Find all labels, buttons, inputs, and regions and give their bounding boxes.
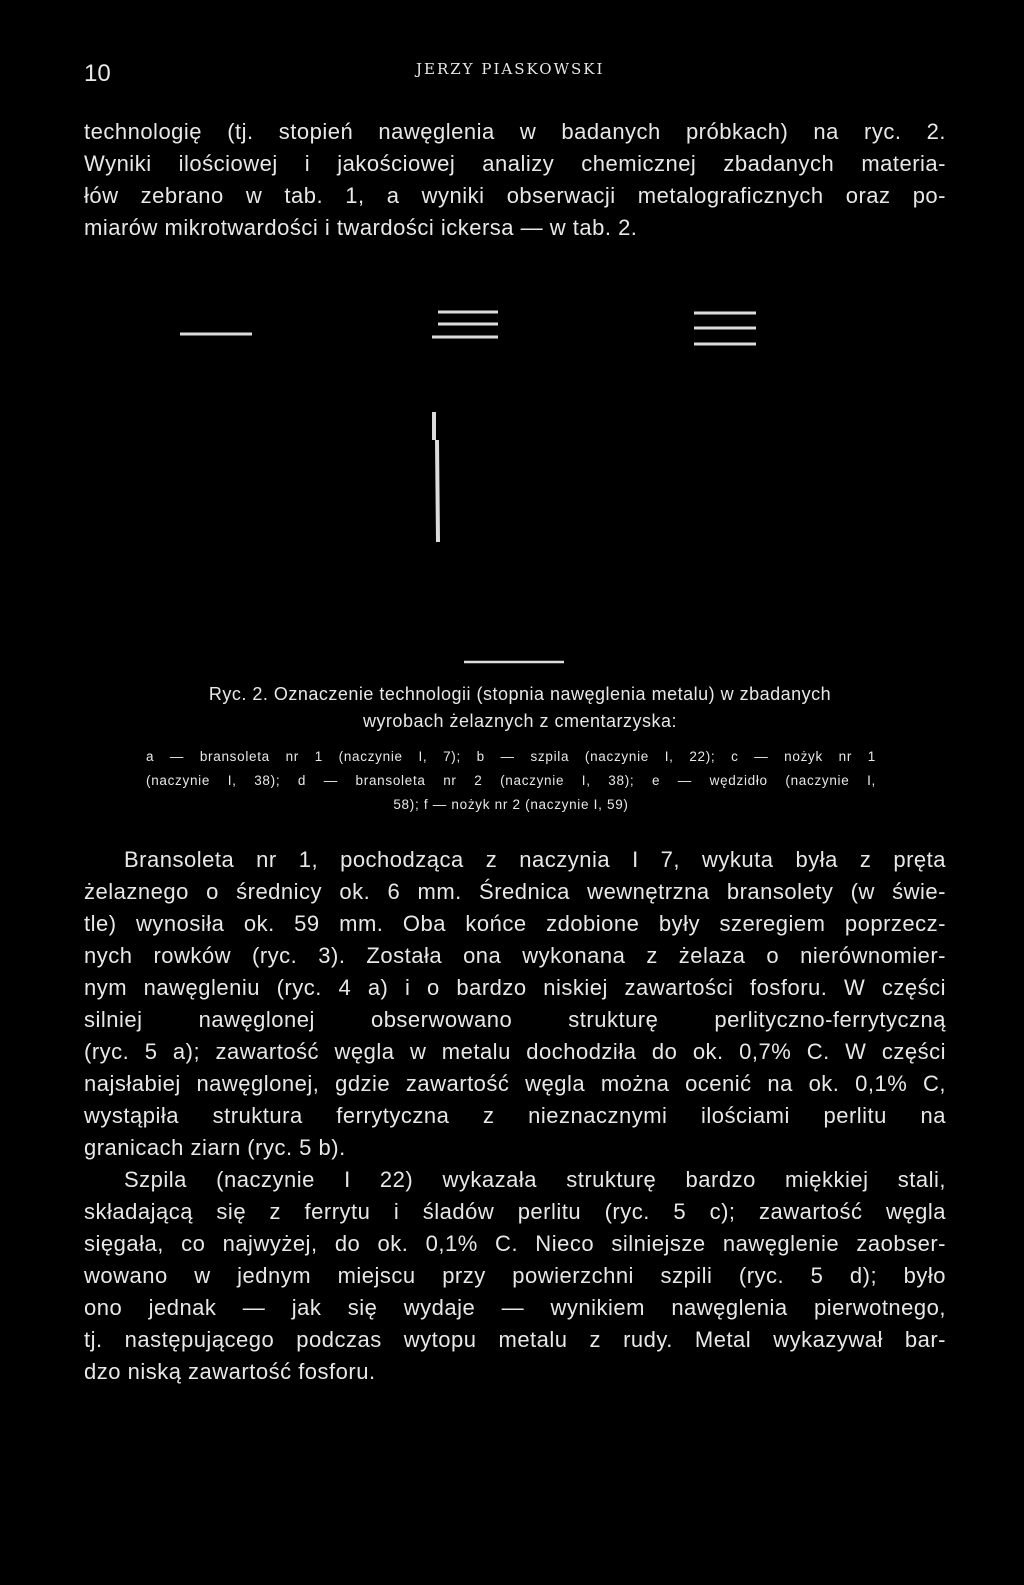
caption-line: wyrobach żelaznych z cmentarzyska: <box>362 711 678 731</box>
body-line: wystąpiła struktura ferrytyczna z nieznacznymi ilościami perlitu na <box>84 1103 946 1128</box>
body-line: Bransoleta nr 1, pochodząca z naczynia I 7, wykuta była z pręta <box>124 847 946 872</box>
legend-line: (naczynie I, 38); d — bransoleta nr 2 (naczynie I, 38); e — wędzidło (naczynie I, <box>146 773 876 788</box>
body-line: granicach ziarn (ryc. 5 b). <box>84 1135 346 1160</box>
intro-line: miarów mikrotwardości i twardości ickersa — w tab. 2. <box>84 215 638 240</box>
body-line: (ryc. 5 a); zawartość węgla w metalu dochodziła do ok. 0,7% C. W części <box>84 1039 946 1064</box>
running-head: JERZY PIASKOWSKI <box>416 60 605 78</box>
body-line: Szpila (naczynie I 22) wykazała strukturę bardzo miękkiej stali, <box>124 1167 946 1192</box>
body-line: dzo niską zawartość fosforu. <box>84 1359 376 1384</box>
intro-line: technologię (tj. stopień nawęglenia w badanych próbkach) na ryc. 2. <box>84 119 946 144</box>
page-number: 10 <box>84 60 111 87</box>
intro-line: łów zebrano w tab. 1, a wyniki obserwacji metalograficznych oraz po- <box>84 183 946 208</box>
figure-mark <box>437 440 438 542</box>
body-line: silniej nawęglonej obserwowano strukturę perlityczno-ferrytyczną <box>84 1007 946 1032</box>
figure-technology-markings <box>0 0 1024 700</box>
body-line: sięgała, co najwyżej, do ok. 0,1% C. Nieco silniejsze nawęglenie zaobser- <box>84 1231 946 1256</box>
body-line: najsłabiej nawęglonej, gdzie zawartość węgla można ocenić na ok. 0,1% C, <box>84 1071 946 1096</box>
body-line: nym nawęgleniu (ryc. 4 a) i o bardzo niskiej zawartości fosforu. W części <box>84 975 946 1000</box>
body-line: tj. następującego podczas wytopu metalu z rudy. Metal wykazywał bar- <box>84 1327 946 1352</box>
legend-line: a — bransoleta nr 1 (naczynie I, 7); b — szpila (naczynie I, 22); c — nożyk nr 1 <box>146 749 876 764</box>
body-line: tle) wynosiła ok. 59 mm. Oba końce zdobione były szeregiem poprzecz- <box>84 911 946 936</box>
body-line: żelaznego o średnicy ok. 6 mm. Średnica wewnętrzna bransolety (w świe- <box>84 879 946 904</box>
body-paragraphs <box>84 844 946 1388</box>
legend-line: 58); f — nożyk nr 2 (naczynie I, 59) <box>393 797 629 812</box>
figure-legend <box>146 745 876 817</box>
figure-graphic <box>0 0 1024 700</box>
body-line: ono jednak — jak się wydaje — wynikiem nawęglenia pierwotnego, <box>84 1295 946 1320</box>
body-line: nych rowków (ryc. 3). Została ona wykonana z żelaza o nierównomier- <box>84 943 946 968</box>
body-line: składającą się z ferrytu i śladów perlitu (ryc. 5 c); zawartość węgla <box>84 1199 946 1224</box>
body-line: wowano w jednym miejscu przy powierzchni szpili (ryc. 5 d); było <box>84 1263 946 1288</box>
intro-line: Wyniki ilościowej i jakościowej analizy chemicznej zbadanych materia- <box>84 151 946 176</box>
figure-caption <box>140 681 900 735</box>
caption-line: Ryc. 2. Oznaczenie technologii (stopnia nawęglenia metalu) w zbadanych <box>208 684 832 704</box>
